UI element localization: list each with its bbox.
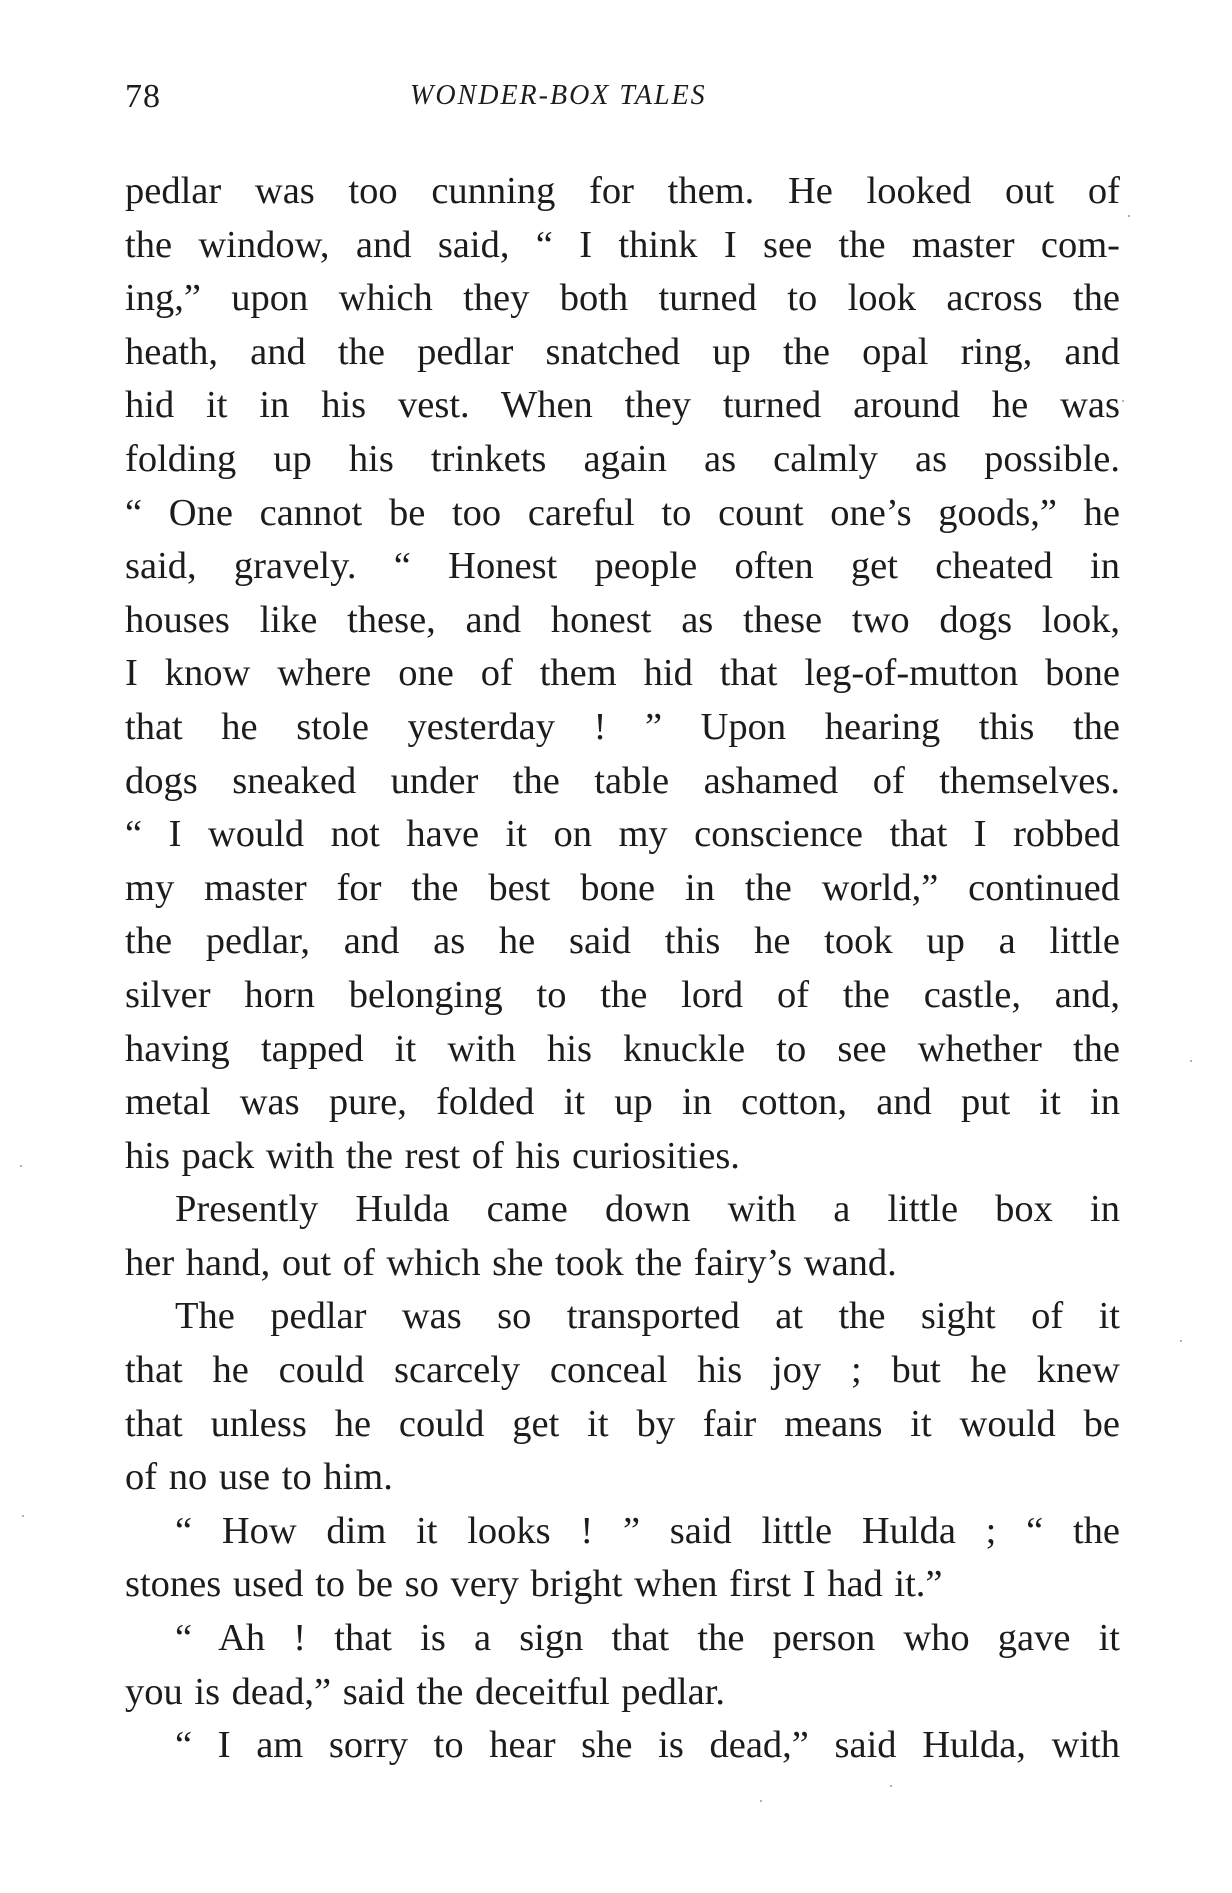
text-line: Presently Hulda came down with a little box in: [175, 1188, 1120, 1231]
text-line: heath, and the pedlar snatched up the opal ring, and: [125, 330, 1120, 373]
text-line: having tapped it with his knuckle to see whether the: [125, 1027, 1120, 1070]
paragraph-1: [125, 165, 1120, 1183]
page-number: 78: [125, 78, 161, 115]
text-line: his pack with the rest of his curiosities.: [125, 1134, 740, 1177]
paragraph-3: [125, 1290, 1120, 1504]
text-line: ing,” upon which they both turned to look across the: [125, 277, 1120, 320]
text-line: stones used to be so very bright when first I had it.”: [125, 1563, 943, 1606]
speck: [760, 1800, 762, 1802]
text-line: houses like these, and honest as these two dogs look,: [125, 598, 1120, 641]
speck: [1190, 1060, 1192, 1062]
text-line: that unless he could get it by fair means it would be: [125, 1402, 1120, 1445]
text-line: pedlar was too cunning for them. He looked out of: [125, 170, 1120, 212]
text-line: “ How dim it looks ! ” said little Hulda ; “ the: [175, 1509, 1120, 1552]
paragraph-6: [125, 1719, 1120, 1773]
paragraph-5: [125, 1612, 1120, 1719]
speck: [1128, 215, 1130, 217]
running-head: [125, 78, 1125, 128]
text-line: the pedlar, and as he said this he took up a little: [125, 920, 1120, 963]
speck: [890, 1785, 892, 1787]
text-line: silver horn belonging to the lord of the castle, and,: [125, 973, 1120, 1016]
paragraph-2: [125, 1183, 1120, 1290]
text-line: metal was pure, folded it up in cotton, and put it in: [125, 1081, 1120, 1124]
paragraph-4: [125, 1505, 1120, 1612]
text-line: my master for the best bone in the world,” continued: [125, 866, 1120, 909]
text-line: hid it in his vest. When they turned around he was: [125, 384, 1120, 427]
speck: [1122, 400, 1124, 402]
text-line: The pedlar was so transported at the sight of it: [175, 1295, 1120, 1338]
speck: [22, 1515, 24, 1517]
text-line: folding up his trinkets again as calmly as possible.: [125, 437, 1120, 480]
text-line: “ I am sorry to hear she is dead,” said Hulda, with: [175, 1724, 1120, 1767]
text-line: that he could scarcely conceal his joy ; but he knew: [125, 1349, 1120, 1392]
body-text: [125, 165, 1120, 1773]
text-line: that he stole yesterday ! ” Upon hearing this the: [125, 705, 1120, 748]
running-title: WONDER-BOX TALES: [410, 80, 707, 111]
speck: [1180, 1340, 1182, 1342]
speck: [20, 1165, 22, 1167]
text-line: “ Ah ! that is a sign that the person who gave it: [175, 1617, 1120, 1660]
text-line: “ I would not have it on my conscience that I robbed: [125, 813, 1120, 856]
text-line: “ One cannot be too careful to count one’s goods,” he: [125, 491, 1120, 534]
text-line: dogs sneaked under the table ashamed of themselves.: [125, 759, 1120, 802]
text-line: of no use to him.: [125, 1456, 393, 1499]
text-line: the window, and said, “ I think I see the master com-: [125, 223, 1120, 266]
text-line: you is dead,” said the deceitful pedlar.: [125, 1670, 725, 1713]
text-line: her hand, out of which she took the fairy’s wand.: [125, 1241, 897, 1284]
text-line: I know where one of them hid that leg-of-mutton bone: [125, 652, 1120, 695]
text-line: said, gravely. “ Honest people often get cheated in: [125, 545, 1120, 588]
